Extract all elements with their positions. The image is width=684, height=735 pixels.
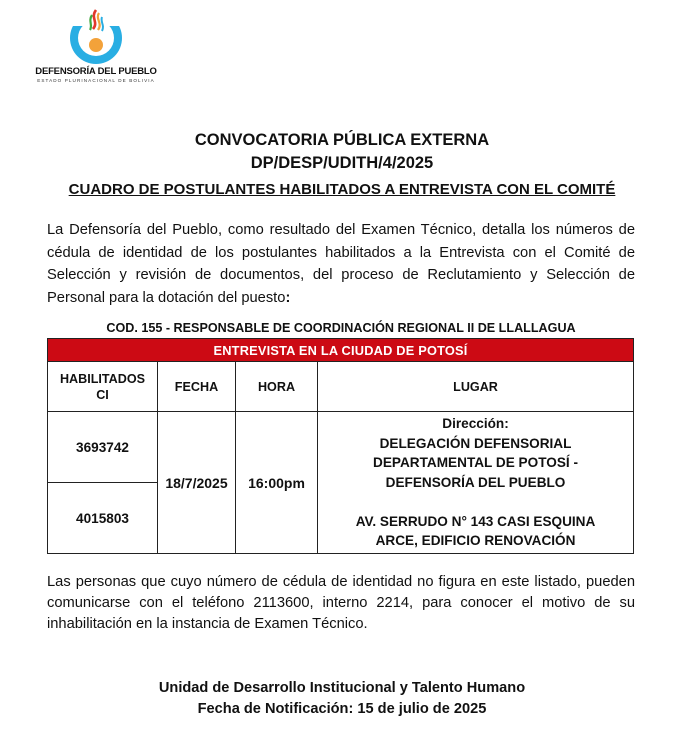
- header-ci-label: CI: [96, 387, 109, 402]
- header-fecha: FECHA: [158, 362, 236, 412]
- logo-name: DEFENSORÍA DEL PUEBLO: [35, 66, 157, 77]
- location-line: DELEGACIÓN DEFENSORIAL: [379, 435, 572, 451]
- location-line: DEPARTAMENTAL DE POTOSÍ -: [373, 455, 578, 471]
- interview-location: [318, 412, 634, 554]
- location-line: DEFENSORÍA DEL PUEBLO: [385, 474, 566, 490]
- outro-paragraph: Las personas que cuyo número de cédula de identidad no figura en este listado, pueden comunicarse con el teléfono 2113600, interno 2214, para conocer el motivo de su inhabilitación en la instancia de Examen Técnico.: [47, 574, 635, 632]
- header-lugar: LUGAR: [318, 362, 634, 412]
- location-address: AV. SERRUDO N° 143 CASI ESQUINA: [355, 513, 596, 529]
- defensoria-emblem-icon: [66, 4, 126, 66]
- document-title: CONVOCATORIA PÚBLICA EXTERNA: [194, 131, 490, 149]
- intro-paragraph: [47, 219, 635, 309]
- location-address: ARCE, EDIFICIO RENOVACIÓN: [375, 533, 576, 549]
- notification-date: Fecha de Notificación: 15 de julio de 2025: [197, 701, 487, 717]
- table-banner-row: [48, 339, 634, 362]
- position-code: COD. 155 - RESPONSABLE DE COORDINACIÓN REGIONAL II DE LLALLAGUA: [106, 321, 576, 335]
- interview-time: 16:00pm: [236, 412, 318, 554]
- candidates-table: [47, 338, 634, 554]
- defensoria-logo: [32, 4, 160, 82]
- logo-subtitle: ESTADO PLURINACIONAL DE BOLIVIA: [37, 78, 155, 83]
- location-label: Dirección:: [442, 416, 509, 432]
- table-banner: ENTREVISTA EN LA CIUDAD DE POTOSÍ: [48, 339, 634, 362]
- header-habilitados-label: HABILITADOS: [59, 371, 146, 386]
- intro-colon: :: [285, 289, 291, 306]
- document-code: DP/DESP/UDITH/4/2025: [250, 154, 434, 172]
- table-row: [48, 412, 634, 483]
- ci-number: 3693742: [48, 412, 158, 483]
- document-subtitle: CUADRO DE POSTULANTES HABILITADOS A ENTREVISTA CON EL COMITÉ: [68, 181, 616, 198]
- header-habilitados: [48, 362, 158, 412]
- interview-date: 18/7/2025: [158, 412, 236, 554]
- table-header-row: [48, 362, 634, 412]
- ci-number: 4015803: [48, 483, 158, 554]
- header-hora: HORA: [236, 362, 318, 412]
- issuing-unit: Unidad de Desarrollo Institucional y Talento Humano: [158, 680, 526, 696]
- intro-text: La Defensoría del Pueblo, como resultado del Examen Técnico, detalla los números de cédula de identidad de los postulantes habilitados a la Entrevista con el Comité de Selección y revisión de documentos, del proceso de Reclutamiento y Selección de Personal para la dotación del puesto: [47, 222, 635, 306]
